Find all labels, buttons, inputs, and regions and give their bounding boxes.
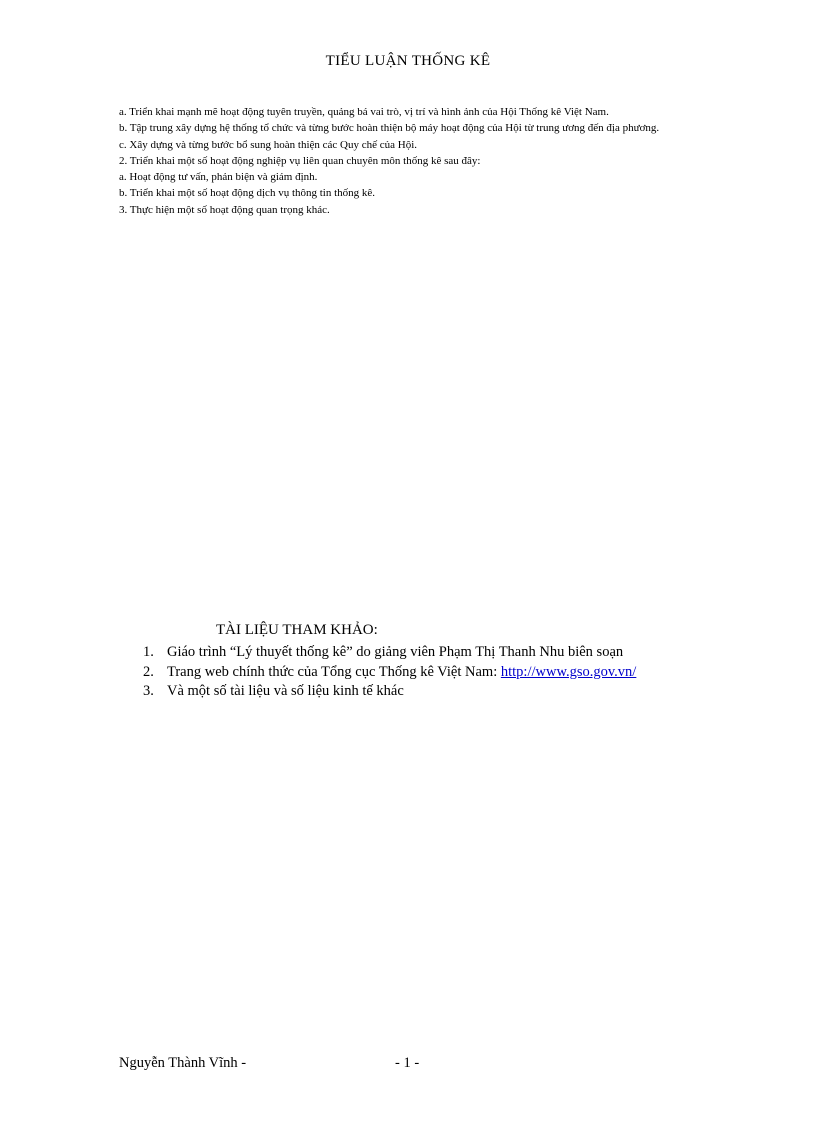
reference-text: Giáo trình “Lý thuyết thống kê” do giảng viên Phạm Thị Thanh Nhu biên soạn	[167, 644, 624, 660]
page-title: TIỂU LUẬN THỐNG KÊ	[325, 53, 491, 69]
gso-website-link[interactable]: http://www.gso.gov.vn/	[500, 663, 637, 680]
references-list	[143, 643, 636, 702]
body-line: 2. Triển khai một số hoạt động nghiệp vụ liên quan chuyên môn thống kê sau đây:	[119, 154, 481, 167]
body-line: a. Hoạt động tư vấn, phản biện và giám định.	[119, 171, 318, 184]
footer-page-number: - 1 -	[395, 1055, 420, 1071]
body-line: b. Tập trung xây dựng hệ thống tổ chức và từng bước hoàn thiện bộ máy hoạt động của Hội từ trung ương đến địa phương.	[119, 122, 660, 135]
body-text	[119, 104, 709, 218]
body-line: b. Triển khai một số hoạt động dịch vụ thông tin thống kê.	[119, 187, 376, 200]
reference-text: Và một số tài liệu và số liệu kinh tế khác	[167, 683, 404, 699]
references-heading: TÀI LIỆU THAM KHẢO:	[216, 622, 378, 638]
body-line: a. Triển khai mạnh mẽ hoạt động tuyên truyền, quảng bá vai trò, vị trí và hình ảnh của Hội Thống kê Việt Nam.	[119, 106, 609, 118]
reference-number: 2.	[143, 663, 154, 680]
reference-text: Trang web chính thức của Tổng cục Thống kê Việt Nam:	[167, 663, 501, 680]
reference-item	[143, 682, 636, 702]
body-line: 3. Thực hiện một số hoạt động quan trọng khác.	[119, 203, 330, 216]
reference-number: 1.	[143, 644, 154, 660]
reference-item	[143, 663, 636, 683]
reference-item	[143, 643, 636, 663]
body-line: c. Xây dựng và từng bước bổ sung hoàn thiện các Quy chế của Hội.	[119, 138, 418, 151]
footer-author: Nguyễn Thành Vĩnh -	[119, 1055, 247, 1071]
reference-number: 3.	[143, 683, 154, 699]
